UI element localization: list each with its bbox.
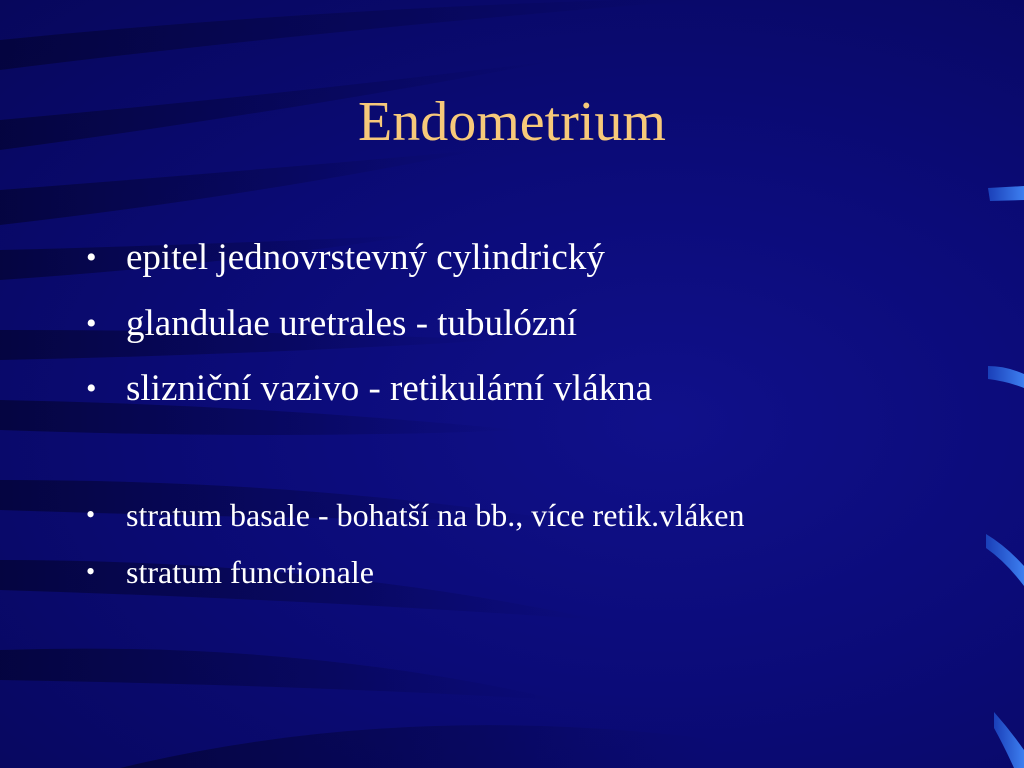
bullet-text: slizniční vazivo - retikulární vlákna (126, 368, 653, 409)
wave-band (0, 150, 480, 225)
bullet-text: glandulae uretrales - tubulózní (126, 303, 578, 344)
bullet-dot-icon: • (86, 557, 96, 586)
bullet-dot-icon: • (86, 372, 97, 405)
bullet-text: stratum functionale (126, 554, 374, 590)
accent-mark (988, 366, 1024, 388)
accent-mark (986, 534, 1024, 586)
wave-band (0, 649, 560, 700)
slide-title: Endometrium (358, 91, 666, 153)
accent-mark (994, 712, 1024, 768)
accent-mark (988, 186, 1024, 201)
bullet-text: epitel jednovrstevný cylindrický (126, 237, 605, 278)
bullet-dot-icon: • (86, 307, 97, 340)
bullet-dot-icon: • (86, 241, 97, 274)
wave-band (0, 0, 700, 70)
bullet-dot-icon: • (86, 500, 96, 529)
bullet-text: stratum basale - bohatší na bb., více retik.vláken (126, 497, 745, 533)
wave-band (120, 725, 720, 768)
